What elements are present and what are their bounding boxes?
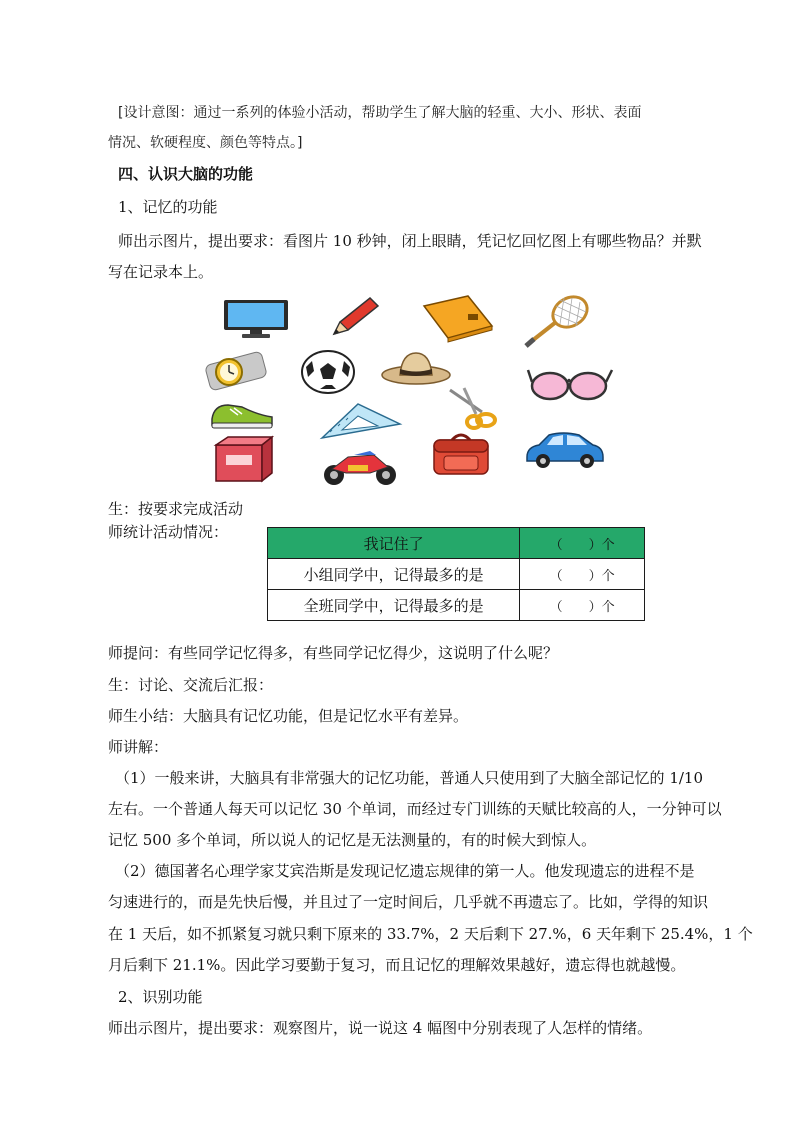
glasses-icon [526,362,614,406]
table-row [268,559,645,590]
pencil-icon [326,292,382,342]
table-cell-label: 小组同学中，记得最多的是 [268,559,520,590]
explanation-p2-line1: （2）德国著名心理学家艾宾浩斯是发现记忆遗忘规律的第一人。他发现遗忘的进程不是 [115,862,695,880]
table-cell-count: （ ）个 [520,590,645,621]
teacher-question: 师提问：有些同学记忆得多，有些同学记忆得少，这说明了什么呢？ [108,644,559,662]
backpack-icon [428,430,494,478]
explanation-p1-line3: 记忆 500 多个单词，所以说人的记忆是无法测量的，有的时候大到惊人。 [108,831,597,849]
recognition-instruction: 师出示图片，提出要求：观察图片，说一说这 4 幅图中分别表现了人怎样的情绪。 [108,1019,653,1037]
subheading-recognition: 2、识别功能 [118,988,203,1006]
table-cell-label: 我记住了 [268,528,520,559]
teacher-explain: 师讲解： [108,738,169,756]
table-cell-count: （ ）个 [520,528,645,559]
scissors-icon [444,386,502,430]
books-icon [212,435,274,483]
design-intent-line-2: 情况、软硬程度、颜色等特点。] [108,135,303,151]
notebook-icon [418,292,498,344]
soccer-ball-icon [300,349,356,395]
explanation-p2-line2: 匀速进行的，而是先快后慢，并且过了一定时间后，几乎就不再遗忘了。比如，学得的知识 [108,893,709,911]
set-square-icon [318,400,404,442]
explanation-p2-line3: 在 1 天后，如不抓紧复习就只剩下原来的 33.7%，2 天后剩下 27.%，6 天年剩下 25.4%，1 个 [108,925,753,943]
watch-icon [205,346,267,398]
table-row [268,590,645,621]
section-heading: 四、认识大脑的功能 [118,165,254,183]
subheading-memory: 1、记忆的功能 [118,198,218,216]
table-row [268,528,645,559]
car-icon [523,427,605,471]
hat-icon [380,347,452,387]
record-table [267,527,645,621]
explanation-p2-line4: 月后剩下 21.1%。因此学习要勤于复习，而且记忆的理解效果越好，遗忘得也就越慢。 [108,956,686,974]
racket-icon [520,292,592,350]
design-intent-line-1: [设计意图：通过一系列的体验小活动，帮助学生了解大脑的轻重、大小、形状、表面 [118,105,642,121]
sneaker-icon [208,397,276,431]
table-cell-label: 全班同学中，记得最多的是 [268,590,520,621]
explanation-p1-line1: （1）一般来讲，大脑具有非常强大的记忆功能，普通人只使用到了大脑全部记忆的 1/10 [115,769,703,787]
summary: 师生小结：大脑具有记忆功能，但是记忆水平有差异。 [108,707,469,725]
motorcycle-icon [318,443,402,487]
student-action: 生：按要求完成活动 [108,500,244,518]
monitor-icon [220,298,292,340]
instruction-line-2: 写在记录本上。 [108,263,214,281]
student-report: 生：讨论、交流后汇报： [108,676,274,694]
explanation-p1-line2: 左右。一个普通人每天可以记忆 30 个单词，而经过专门训练的天赋比较高的人，一分钟可以 [108,800,722,818]
teacher-stats-label: 师统计活动情况： [108,523,229,541]
table-cell-count: （ ）个 [520,559,645,590]
instruction-line-1: 师出示图片，提出要求：看图片 10 秒钟，闭上眼睛，凭记忆回忆图上有哪些物品？并默 [118,232,702,250]
